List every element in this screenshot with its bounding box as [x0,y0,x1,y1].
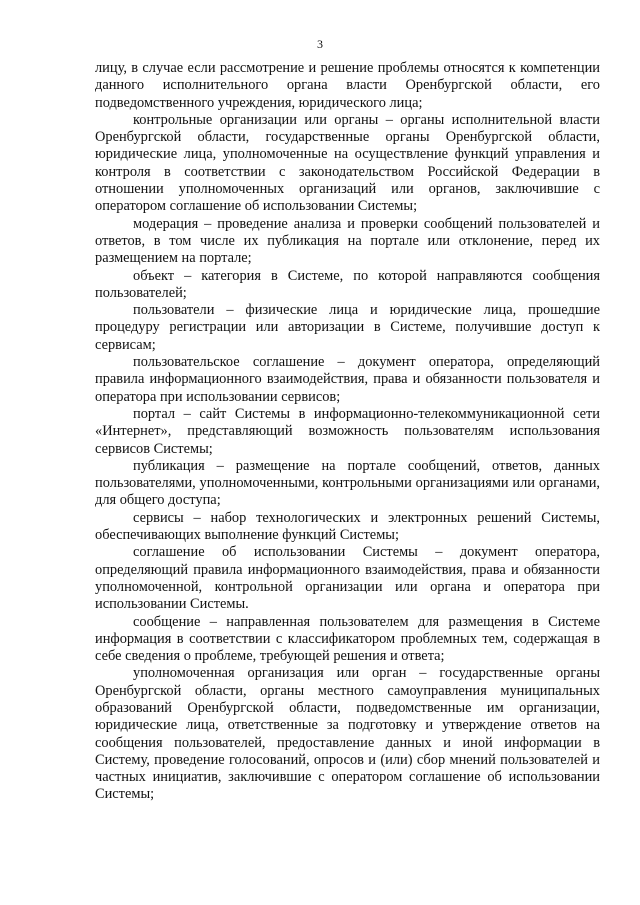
definition-services: сервисы – набор технологических и электронных решений Системы, обеспечивающих выполнение функций Системы; [95,509,600,544]
definition-control-organizations: контрольные организации или органы – органы исполнительной власти Оренбургской области, государственные органы Оренбургской области, юридические лица, уполномоченные на осуществление функций управления и контроля в соответствии с законодательством Российской Федерации в отношении уполномоченных организаций или органов, заключившие с оператором соглашение об использовании Системы; [95,111,600,215]
page-number: 3 [317,37,323,51]
definition-message: сообщение – направленная пользователем для размещения в Системе информация в соответствии с классификатором проблемных тем, содержащая в себе сведения о проблеме, требующей решения и ответа; [95,613,600,665]
definition-moderation: модерация – проведение анализа и проверки сообщений пользователей и ответов, в том числе их публикация на портале или отклонение, перед их размещением на портале; [95,215,600,267]
definition-users: пользователи – физические лица и юридические лица, прошедшие процедуру регистрации или авторизации в Системе, получившие доступ к сервисам; [95,302,600,353]
paragraph-continuation: лицу, в случае если рассмотрение и решение проблемы относятся к компетенции данного исполнительного органа власти Оренбургской области, его подведомственного учреждения, юридического лица; [95,60,600,111]
definition-object: объект – категория в Системе, по которой направляются сообщения пользователей; [95,267,600,301]
definition-user-agreement: пользовательское соглашение – документ оператора, определяющий правила информационного взаимодействия, права и обязанности пользователя и оператора при использовании сервисов; [95,354,600,405]
definition-system-agreement: соглашение об использовании Системы – документ оператора, определяющий правила информационного взаимодействия, права и обязанности уполномоченной, контрольной организации или органа и оператора при использовании Системы. [95,544,600,613]
definition-publication: публикация – размещение на портале сообщений, ответов, данных пользователями, уполномоченными, контрольными организациями или органами, для общего доступа; [95,457,600,509]
definition-portal: портал – сайт Системы в информационно-телекоммуникационной сети «Интернет», представляющий возможность пользователям использования сервисов Системы; [95,405,600,457]
definition-authorized-organization: уполномоченная организация или орган – государственные органы Оренбургской области, органы местного самоуправления муниципальных образований Оренбургской области, подведомственные им организации, юридические лица, ответственные за подготовку и утверждение ответов на сообщения пользователей, предоставление данных и иной информации в Систему, проведение голосований, опросов и (или) сбор мнений пользователей и частных инициатив, заключившие с оператором соглашение об использовании Системы; [95,665,600,803]
document-body [95,60,600,804]
